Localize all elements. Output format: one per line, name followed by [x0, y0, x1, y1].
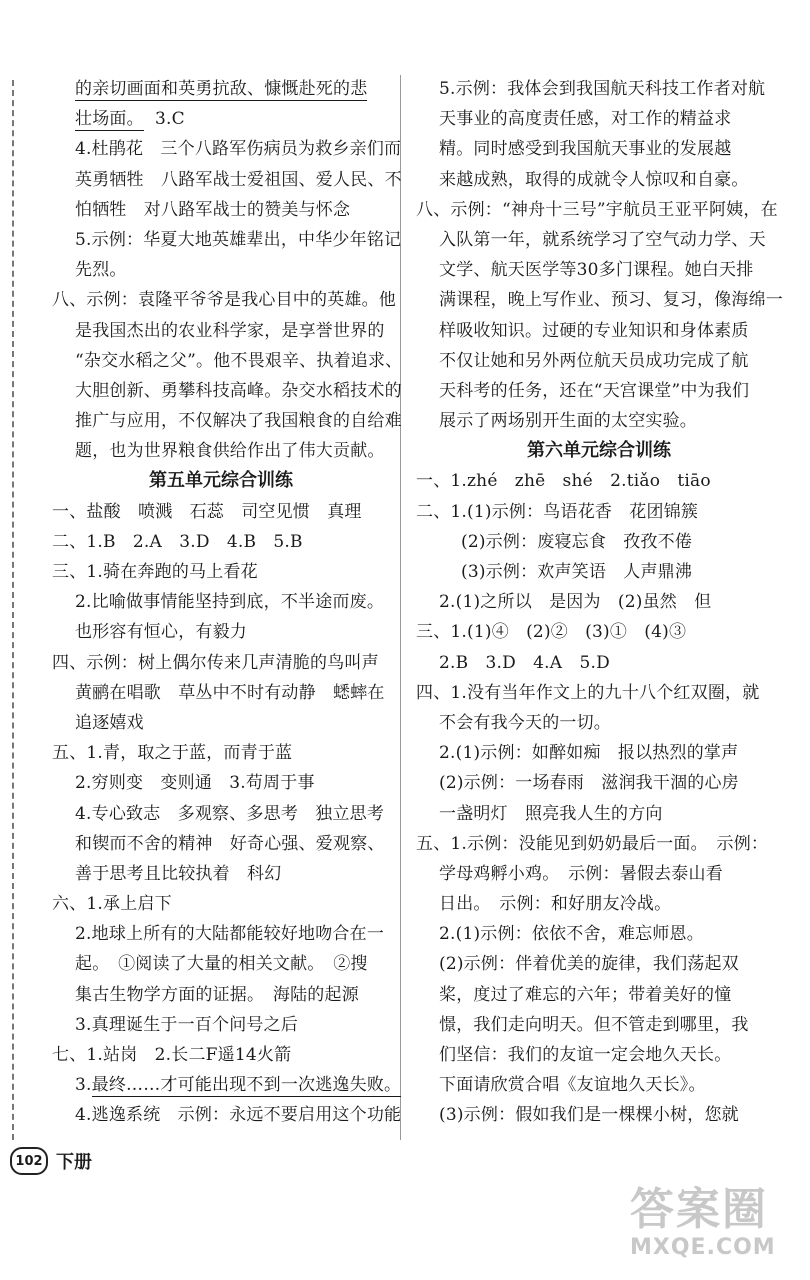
answer-line: 5.示例：我体会到我国航天科技工作者对航	[439, 79, 766, 99]
watermark-main-text: 答案圈	[630, 1184, 768, 1235]
answer-line: 5.示例：华夏大地英雄辈出，中华少年铭记	[75, 229, 402, 250]
answer-line: 三、1.骑在奔跑的马上看花	[52, 562, 258, 582]
answer-line: 展示了两场别开生面的太空实验。	[439, 411, 697, 432]
answer-line: 文学、航天医学等30多门课程。她白天排	[439, 260, 754, 281]
answer-line: 和锲而不舍的精神 好奇心强、爱观察、	[75, 833, 385, 854]
answer-line: 五、1.示例：没能见到奶奶最后一面。 示例：	[416, 833, 769, 854]
answer-line: (2)示例：伴着优美的旋律，我们荡起双	[439, 954, 739, 975]
answer-line: 怕牺牲 对八路军战士的赞美与怀念	[75, 199, 351, 220]
answer-line: 2.穷则变 变则通 3.苟周于事	[75, 773, 315, 794]
answer-line: 追逐嬉戏	[75, 712, 144, 733]
answer-line: 2.比喻做事情能坚持到底，不半途而废。	[75, 592, 385, 613]
answer-line: 大胆创新、勇攀科技高峰。杂交水稻技术的	[75, 380, 402, 401]
page-number-badge: 102	[10, 1147, 48, 1175]
answer-line	[52, 1070, 402, 1100]
answer-line: 2.(1)示例：依依不舍，难忘师恩。	[439, 924, 704, 945]
answer-line: 题，也为世界粮食供给作出了伟大贡献。	[75, 441, 385, 462]
answer-line: 日出。 示例：和好朋友冷战。	[439, 894, 672, 915]
answer-line: 样吸收知识。过硬的专业知识和身体素质	[439, 320, 749, 341]
answer-line: 一、盐酸 喷溅 石蕊 司空见惯 真理	[52, 501, 362, 522]
underlined-answer: 的亲切画面和英勇抗敌、慷慨赴死的悲	[75, 79, 368, 99]
answer-line: 精。同时感受到我国航天事业的发展越	[439, 139, 732, 160]
right-column	[416, 74, 782, 1131]
watermark-site-text: MXQE.COM	[630, 1235, 776, 1260]
answer-line: 英勇牺牲 八路军战士爱祖国、爱人民、不	[75, 169, 402, 190]
section-heading: 第五单元综合训练	[149, 470, 293, 492]
answer-line: 入队第一年，就系统学习了空气动力学、天	[439, 229, 766, 250]
answer-line: 五、1.青，取之于蓝，而青于蓝	[52, 743, 293, 764]
answer-line: (3)示例：欢声笑语 人声鼎沸	[461, 562, 693, 582]
answer-line: 二、1.B 2.A 3.D 4.B 5.B	[52, 531, 303, 552]
underlined-answer: 壮场面。	[75, 109, 144, 130]
answer-line: 不仅让她和另外两位航天员成功完成了航	[439, 350, 749, 371]
answer-line: 2.(1)之所以 是因为 (2)虽然 但	[439, 592, 712, 613]
answer-line: 起。 ①阅读了大量的相关文献。 ②搜	[75, 954, 368, 975]
section-heading: 第六单元综合训练	[527, 440, 671, 462]
answer-line: 2.地球上所有的大陆都能较好地吻合在一	[75, 924, 385, 945]
answer-line: 天事业的高度责任感，对工作的精益求	[439, 109, 732, 130]
answer-line: (2)示例：废寝忘食 孜孜不倦	[461, 531, 693, 552]
answer-line: 二、1.(1)示例：鸟语花香 花团锦簇	[416, 501, 699, 522]
answer-line: 满课程，晚上写作业、预习、复习，像海绵一	[439, 290, 783, 311]
answer-line: 推广与应用，不仅解决了我国粮食的自给难	[75, 411, 402, 432]
left-column	[52, 74, 403, 1131]
answer-line: 六、1.承上启下	[52, 894, 172, 915]
answer-line: 善于思考且比较执着 科幻	[75, 863, 282, 884]
answer-line: 先烈。	[75, 260, 127, 281]
answer-line: 来越成熟，取得的成就令人惊叹和自豪。	[439, 169, 749, 190]
answer-line: 桨，度过了难忘的六年；带着美好的憧	[439, 984, 732, 1005]
answer-line: (2)示例：一场春雨 滋润我干涸的心房	[439, 773, 739, 794]
answer-line: (3)示例：假如我们是一棵棵小树，您就	[439, 1105, 739, 1126]
answer-line: 四、示例：树上偶尔传来几声清脆的鸟叫声	[52, 652, 379, 673]
binding-dashed-line	[12, 80, 14, 1140]
answer-line: 4.专心致志 多观察、多思考 独立思考	[75, 803, 385, 824]
answer-line: 是我国杰出的农业科学家，是享誉世界的	[75, 320, 385, 341]
volume-label: 下册	[56, 1152, 92, 1173]
answer-line: 三、1.(1)④ (2)② (3)① (4)③	[416, 622, 687, 643]
answer-line: 憬，我们走向明天。但不管走到哪里，我	[439, 1014, 749, 1035]
answer-line: 下面请欣赏合唱《友谊地久天长》。	[439, 1075, 706, 1096]
underlined-answer: 最终……才可能出现不到一次逃逸失败。	[91, 1075, 402, 1096]
answer-line: 集古生物学方面的证据。 海陆的起源	[75, 984, 359, 1005]
answer-line: “杂交水稻之父”。他不畏艰辛、执着追求、	[75, 350, 403, 371]
answer-line: 一、1.zhé zhē shé 2.tiǎo tiāo	[416, 471, 711, 492]
answer-line: 4.杜鹃花 三个八路军伤病员为救乡亲们而	[75, 139, 402, 160]
answer-line: 也形容有恒心，有毅力	[75, 622, 247, 643]
watermark-logo	[630, 1185, 800, 1275]
answer-line: 们坚信：我们的友谊一定会地久天长。	[439, 1045, 732, 1065]
answer-rest: 3.C	[143, 109, 185, 130]
answer-line: 八、示例：袁隆平爷爷是我心目中的英雄。他	[52, 290, 396, 311]
answer-line: 2.B 3.D 4.A 5.D	[439, 652, 610, 673]
answer-line	[52, 74, 390, 104]
answer-line: 黄鹂在唱歌 草丛中不时有动静 蟋蟀在	[75, 682, 385, 703]
answer-line: 七、1.站岗 2.长二F遥14火箭	[52, 1045, 292, 1065]
page-footer	[10, 1147, 92, 1175]
answer-line: 一盏明灯 照亮我人生的方向	[439, 803, 663, 824]
answer-line: 八、示例：“神舟十三号”宇航员王亚平阿姨，在	[416, 199, 778, 220]
answer-line: 2.(1)示例：如醉如痴 报以热烈的掌声	[439, 743, 739, 764]
answer-line: 3.真理诞生于一百个问号之后	[75, 1014, 299, 1035]
answer-line: 天科考的任务，还在“天宫课堂”中为我们	[439, 380, 750, 401]
answer-line: 四、1.没有当年作文上的九十八个红双圈，就	[416, 682, 760, 703]
answer-line: 学母鸡孵小鸡。 示例：暑假去泰山看	[439, 863, 723, 884]
answer-line	[52, 104, 390, 134]
answer-prefix: 3.	[75, 1075, 92, 1096]
answer-line: 4.逃逸系统 示例：永远不要启用这个功能	[75, 1105, 402, 1126]
answer-line: 不会有我今天的一切。	[439, 712, 611, 733]
